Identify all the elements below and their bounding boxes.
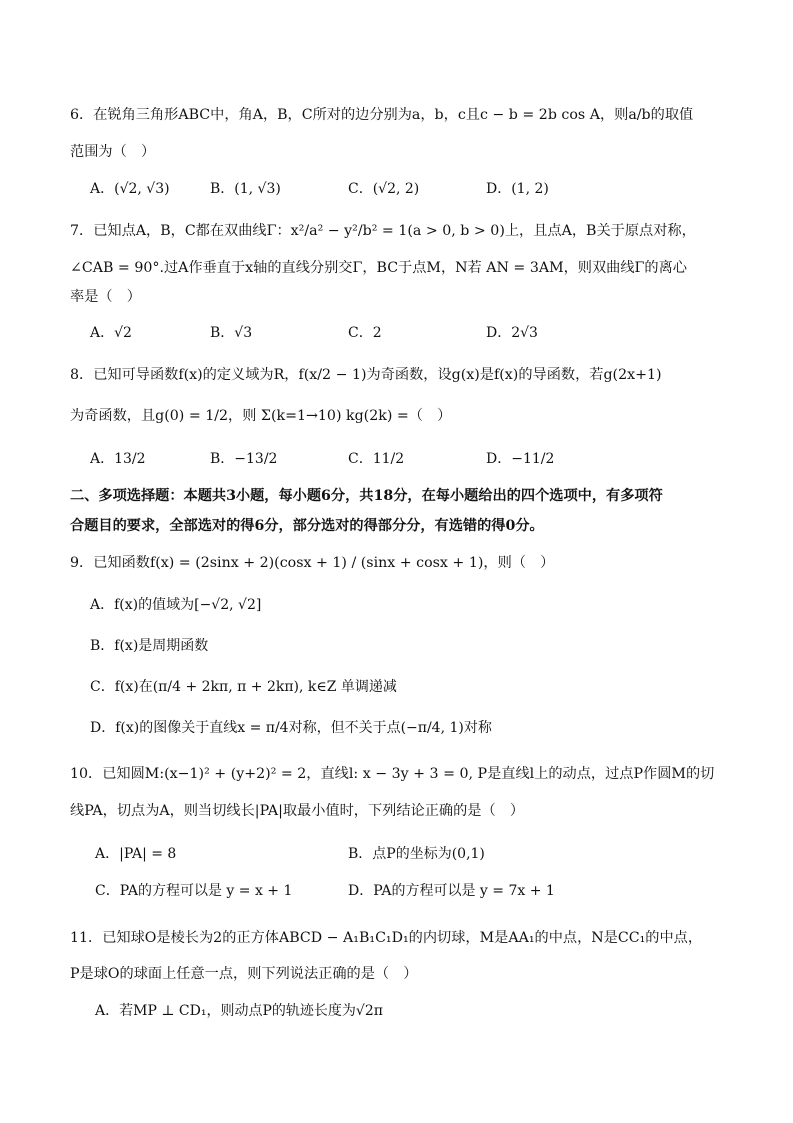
q11-stem-line2: P是球O的球面上任意一点，则下列说法正确的是（ ） bbox=[70, 966, 418, 982]
q7-stem-line1: 7．已知点A，B，C都在双曲线Γ：x²/a² − y²/b² = 1(a > 0, b > 0)上，且点A，B关于原点对称， bbox=[70, 223, 696, 239]
section2-heading-line1: 二、多项选择题：本题共3小题，每小题6分，共18分，在每小题给出的四个选项中，有多项符 bbox=[70, 488, 663, 504]
q6-stem-line1: 6．在锐角三角形ABC中，角A，B，C所对的边分别为a，b，c且c − b = 2b cos A，则a/b的取值 bbox=[70, 107, 694, 123]
q10-stem-line1: 10．已知圆M:(x−1)² + (y+2)² = 2，直线l: x − 3y + 3 = 0, P是直线l上的动点，过点P作圆M的切 bbox=[70, 766, 715, 782]
q8-stem-line2: 为奇函数，且g(0) = 1/2，则 Σ(k=1→10) kg(2k) =（ ） bbox=[70, 408, 452, 424]
q8-stem-line1: 8．已知可导函数f(x)的定义域为R，f(x/2 − 1)为奇函数，设g(x)是f(x)的导函数，若g(2x+1) bbox=[70, 367, 662, 383]
q11-option-a: A．若MP ⊥ CD₁，则动点P的轨迹长度为√2π bbox=[95, 1003, 383, 1019]
q7-option-d: D．2√3 bbox=[486, 325, 538, 341]
q10-option-c: C．PA的方程可以是 y = x + 1 bbox=[95, 883, 293, 899]
q8-option-a: A．13/2 bbox=[90, 451, 146, 467]
q10-stem-line2: 线PA，切点为A，则当切线长|PA|取最小值时，下列结论正确的是（ ） bbox=[70, 803, 525, 819]
q6-option-b: B．(1, √3) bbox=[210, 181, 281, 197]
q9-option-b: B．f(x)是周期函数 bbox=[90, 638, 209, 654]
q11-stem-line1: 11．已知球O是棱长为2的正方体ABCD − A₁B₁C₁D₁的内切球，M是AA₁的中点，N是CC₁的中点， bbox=[70, 930, 703, 946]
section2-heading-line2: 合题目的要求，全部选对的得6分，部分选对的得部分分，有选错的得0分。 bbox=[70, 518, 544, 534]
q9-option-d: D．f(x)的图像关于直线x = π/4对称，但不关于点(−π/4, 1)对称 bbox=[90, 720, 492, 736]
q9-stem: 9．已知函数f(x) = (2sinx + 2)(cosx + 1) / (sinx + cosx + 1)，则（ ） bbox=[70, 555, 555, 571]
q10-option-d: D．PA的方程可以是 y = 7x + 1 bbox=[348, 883, 555, 899]
q7-stem-line2: ∠CAB = 90°.过A作垂直于x轴的直线分别交Γ，BC于点M，N若 AN = 3AM，则双曲线Γ的离心 bbox=[70, 260, 687, 276]
q8-option-d: D．−11/2 bbox=[486, 451, 555, 467]
q10-option-a: A．|PA| = 8 bbox=[95, 846, 177, 862]
q6-option-a: A．(√2, √3) bbox=[90, 181, 170, 197]
q6-option-d: D．(1, 2) bbox=[486, 181, 549, 197]
q6-option-c: C．(√2, 2) bbox=[348, 181, 420, 197]
q7-stem-line3: 率是（ ） bbox=[70, 289, 141, 305]
q8-option-c: C．11/2 bbox=[348, 451, 405, 467]
q6-stem-line2: 范围为（ ） bbox=[70, 144, 156, 160]
q7-option-a: A．√2 bbox=[90, 325, 132, 341]
q9-option-a: A．f(x)的值域为[−√2, √2] bbox=[90, 597, 262, 613]
q7-option-c: C．2 bbox=[348, 325, 382, 341]
q8-option-b: B．−13/2 bbox=[210, 451, 278, 467]
q10-option-b: B．点P的坐标为(0,1) bbox=[348, 846, 485, 862]
q9-option-c: C．f(x)在(π/4 + 2kπ, π + 2kπ), k∈Z 单调递减 bbox=[90, 679, 397, 695]
q7-option-b: B．√3 bbox=[210, 325, 253, 341]
